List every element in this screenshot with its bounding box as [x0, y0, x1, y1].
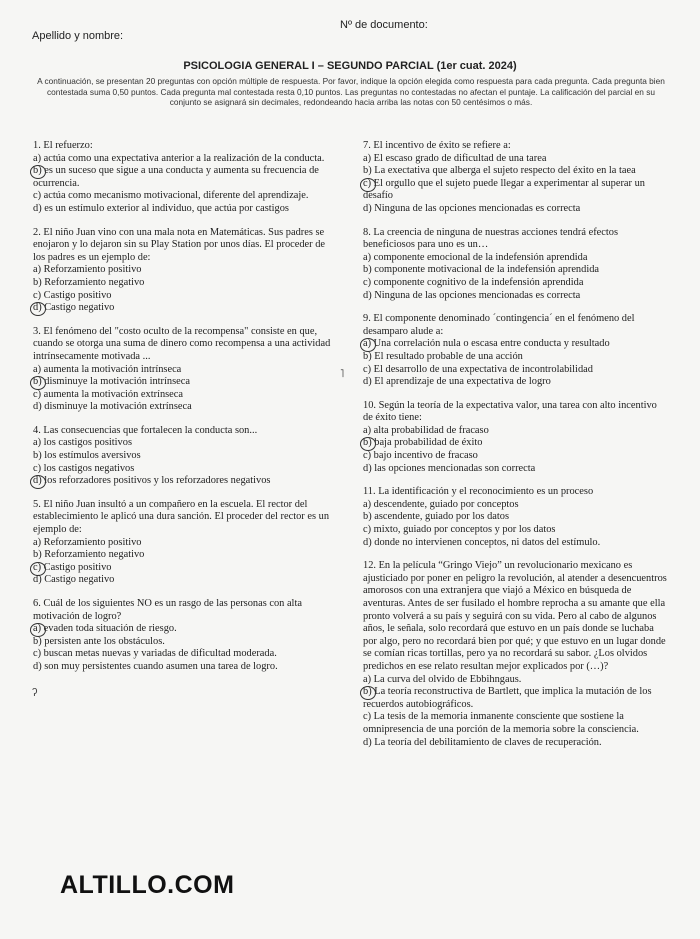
answer-option[interactable]: c) buscan metas nuevas y variadas de dificultad moderada.: [33, 648, 277, 660]
name-label: Apellido y nombre:: [32, 30, 124, 42]
answer-option[interactable]: d) son muy persistentes cuando asumen una tarea de logro.: [33, 660, 278, 672]
question-block: [33, 140, 335, 216]
question-block: [363, 227, 667, 303]
answer-option[interactable]: d) Castigo negativo: [33, 574, 115, 586]
question-block: [363, 560, 667, 749]
question-block: [33, 227, 335, 315]
question-text: 5. El niño Juan insultó a un compañero en la escuela. El rector del establecimiento le aplicó una dura sanción. El proceder del rector es un ejemplo de:: [33, 498, 330, 536]
answer-option[interactable]: a) actúa como una expectativa anterior a la realización de la conducta.: [33, 152, 325, 164]
answer-option[interactable]: d) donde no intervienen conceptos, ni datos del estímulo.: [363, 536, 601, 548]
answer-option[interactable]: c) El desarrollo de una expectativa de incontrolabilidad: [363, 363, 593, 375]
answer-option[interactable]: c) La tesis de la memoria inmanente consciente que sostiene la omnipresencia de una porción de la memoria sobre la consciencia.: [363, 711, 639, 735]
question-block: [33, 425, 335, 488]
answer-option[interactable]: b) Reforzamiento negativo: [33, 276, 145, 288]
right-question-column: [363, 140, 667, 760]
question-block: [363, 140, 667, 216]
question-block: [363, 486, 667, 549]
document-number-label: Nº de documento:: [340, 19, 428, 31]
selected-answer-option[interactable]: d) los reforzadores positivos y los reforzadores negativos: [33, 475, 335, 488]
answer-option[interactable]: d) disminuye la motivación extrínseca: [33, 401, 192, 413]
answer-option[interactable]: a) alta probabilidad de fracaso: [363, 424, 489, 436]
question-text: 7. El incentivo de éxito se refiere a:: [363, 140, 511, 151]
answer-option[interactable]: c) componente cognitivo de la indefensión aprendida: [363, 276, 584, 288]
answer-option[interactable]: a) aumenta la motivación intrínseca: [33, 363, 182, 375]
answer-option[interactable]: a) El escaso grado de dificultad de una tarea: [363, 152, 547, 164]
question-block: [33, 499, 335, 587]
site-logo: ALTILLO.COM: [60, 871, 235, 899]
answer-option[interactable]: b) ascendente, guiado por los datos: [363, 511, 510, 523]
question-block: [33, 326, 335, 414]
answer-option[interactable]: c) mixto, guiado por conceptos y por los datos: [363, 524, 556, 536]
question-text: 11. La identificación y el reconocimiento es un proceso: [363, 486, 594, 498]
answer-option[interactable]: d) es un estímulo exterior al individuo, que actúa por castigos: [33, 202, 289, 214]
question-text: 1. El refuerzo:: [33, 140, 93, 151]
answer-option[interactable]: c) aumenta la motivación extrínseca: [33, 388, 184, 400]
question-text: 9. El componente denominado ´contingencia´ en el fenómeno del desamparo alude a:: [363, 313, 635, 337]
selected-answer-option[interactable]: c) El orgullo que el sujeto puede llegar a experimentar al superar un desafío: [363, 178, 667, 203]
answer-option[interactable]: c) Castigo positivo: [33, 289, 112, 301]
question-mark-annotation: ʔ: [32, 687, 38, 699]
pen-mark: ˥: [340, 368, 345, 380]
question-text: 12. En la película “Gringo Viejo” un revolucionario mexicano es ajusticiado por poner en peligro la revolución, al atender a desencuentros amorosos con una extranjera que viajó a México en búsqueda de aventuras. Antes de ser fusilado el hombre reprocha a su amante que ella pronto volverá a su país y seguirá con su vida. Pero al cabo de algunos años, le señala, solo recordará que estuvo en un país donde se luchaba por algo, pero no recordará bien por qué; y que estuvo en un lugar donde se comían ricas tortillas, pero ya no recordará su sabor. ¿Los olvidos predichos en ese relato resultan mejor explicados por (…)?: [363, 560, 667, 672]
answer-option[interactable]: b) componente motivacional de la indefensión aprendida: [363, 264, 600, 276]
left-question-column: [33, 140, 335, 685]
question-block: [363, 313, 667, 389]
answer-option[interactable]: d) las opciones mencionadas son correcta: [363, 462, 536, 474]
question-text: 8. La creencia de ninguna de nuestras acciones tendrá efectos beneficiosos para uno es un…: [363, 226, 619, 251]
exam-instructions: A continuación, se presentan 20 preguntas con opción múltiple de respuesta. Por favor, indique la opción elegida como respuesta para cada pregunta. Cada pregunta bien contestada suma 0,50 puntos. Cada pregunta mal contestada resta 0,10 puntos. Las preguntas no contestadas no afectan el puntaje. La calificación del parcial en su conjunto se asignará sin decimales, redondeando hacia arriba las notas con 50 centésimos o más.: [37, 76, 665, 107]
answer-option[interactable]: c) los castigos negativos: [33, 462, 135, 474]
question-block: [363, 400, 667, 476]
answer-option[interactable]: d) El aprendizaje de una expectativa de logro: [363, 376, 551, 388]
selected-answer-option[interactable]: d) Castigo negativo: [33, 302, 335, 315]
answer-option[interactable]: b) persisten ante los obstáculos.: [33, 635, 165, 647]
selected-answer-option[interactable]: a) Una correlación nula o escasa entre conducta y resultado: [363, 338, 667, 351]
question-text: 2. El niño Juan vino con una mala nota en Matemáticas. Sus padres se enojaron y lo dejaron sin su Play Station por unos días. El proceder de los padres es un ejemplo de:: [33, 226, 326, 263]
selected-answer-option[interactable]: b) disminuye la motivación intrínseca: [33, 376, 335, 389]
answer-option[interactable]: d) Ninguna de las opciones mencionadas es correcta: [363, 289, 581, 301]
selected-answer-option[interactable]: c) Castigo positivo: [33, 562, 335, 575]
answer-option[interactable]: b) Reforzamiento negativo: [33, 549, 145, 561]
selected-answer-option[interactable]: b) La teoría reconstructiva de Bartlett, que implica la mutación de los recuerdos autobiográficos.: [363, 686, 667, 711]
question-text: 6. Cuál de los siguientes NO es un rasgo de las personas con alta motivación de logro?: [33, 598, 302, 622]
selected-answer-option[interactable]: b) es un suceso que sigue a una conducta y aumenta su frecuencia de ocurrencia.: [33, 165, 335, 190]
selected-answer-option[interactable]: a) evaden toda situación de riesgo.: [33, 623, 335, 636]
answer-option[interactable]: a) descendente, guiado por conceptos: [363, 498, 519, 510]
question-text: 10. Según la teoría de la expectativa valor, una tarea con alto incentivo de éxito tiene:: [363, 399, 657, 424]
exam-title: PSICOLOGIA GENERAL I – SEGUNDO PARCIAL (1er cuat. 2024): [183, 60, 517, 72]
answer-option[interactable]: c) bajo incentivo de fracaso: [363, 450, 478, 462]
question-text: 3. El fenómeno del "costo oculto de la recompensa" consiste en que, cuando se otorga una suma de dinero como recompensa a una actividad intrínsecamente motivada ...: [33, 325, 331, 362]
answer-option[interactable]: a) los castigos positivos: [33, 437, 132, 449]
question-text: 4. Las consecuencias que fortalecen la conducta son...: [33, 424, 258, 436]
answer-option[interactable]: d) Ninguna de las opciones mencionadas es correcta: [363, 202, 581, 214]
answer-option[interactable]: b) El resultado probable de una acción: [363, 350, 523, 362]
answer-option[interactable]: a) Reforzamiento positivo: [33, 264, 142, 276]
answer-option[interactable]: c) actúa como mecanismo motivacional, diferente del aprendizaje.: [33, 190, 309, 202]
answer-option[interactable]: a) componente emocional de la indefensión aprendida: [363, 251, 588, 263]
question-block: [33, 598, 335, 674]
answer-option[interactable]: b) los estímulos aversivos: [33, 450, 141, 462]
answer-option[interactable]: a) Reforzamiento positivo: [33, 536, 142, 548]
answer-option[interactable]: d) La teoría del debilitamiento de claves de recuperación.: [363, 736, 602, 748]
answer-option[interactable]: a) La curva del olvido de Ebbihngaus.: [363, 673, 522, 685]
answer-option[interactable]: b) La exectativa que alberga el sujeto respecto del éxito en la taea: [363, 165, 636, 177]
selected-answer-option[interactable]: b) baja probabilidad de éxito: [363, 437, 667, 450]
